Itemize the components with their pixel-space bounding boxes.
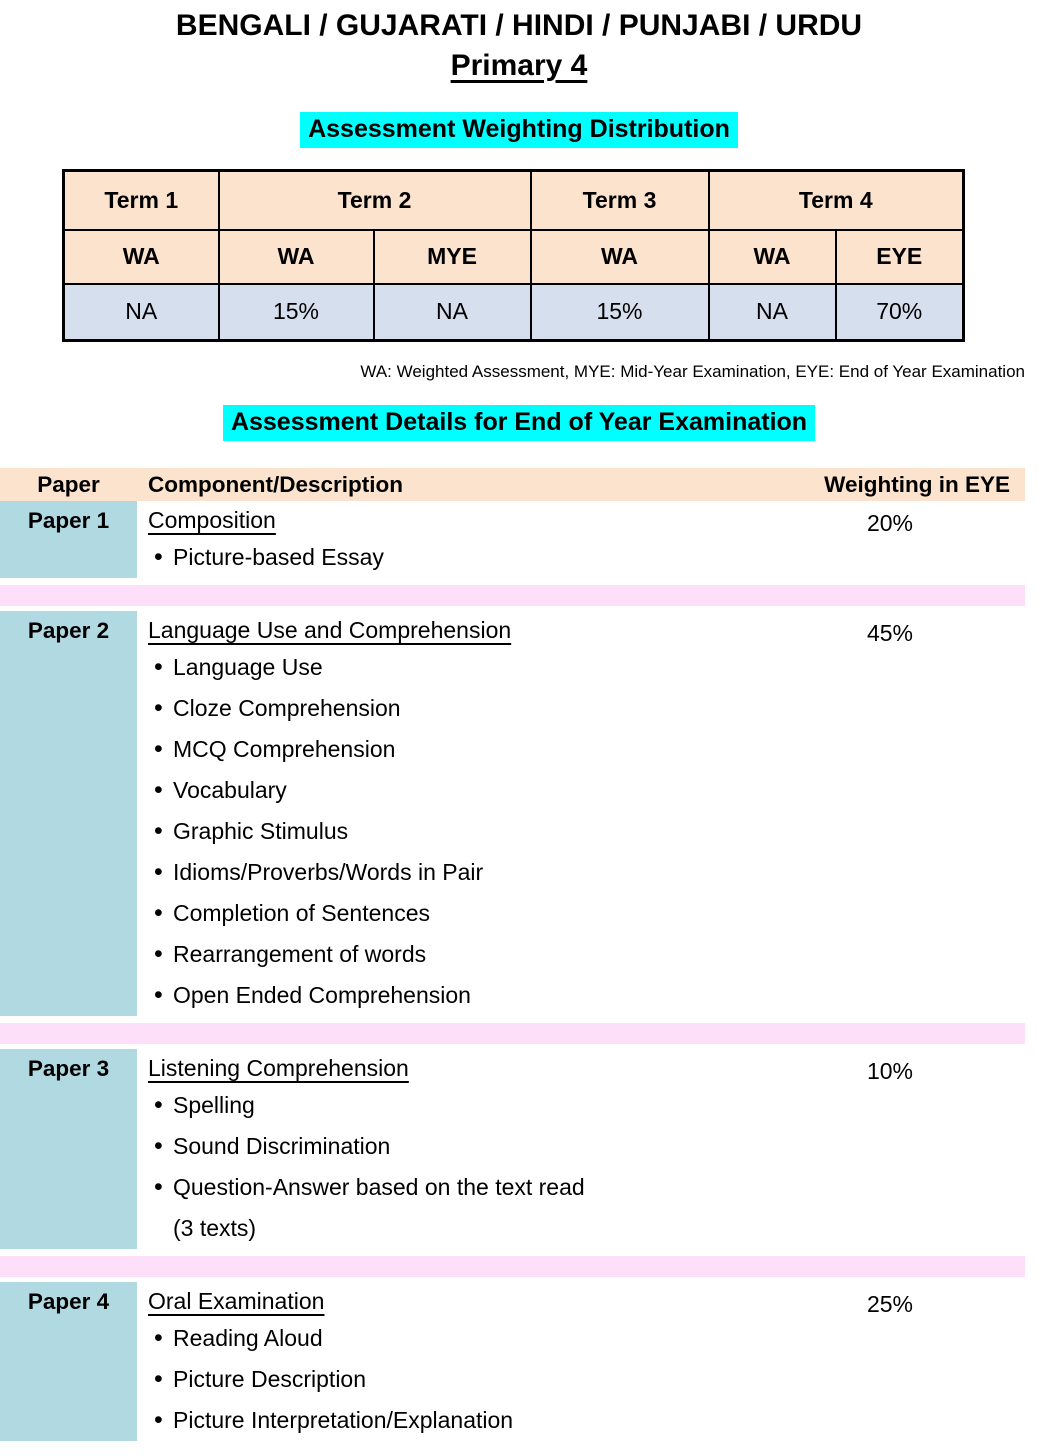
paper-4-content [148, 1282, 795, 1441]
paper-4-label: Paper 4 [0, 1282, 137, 1441]
value-cell-2: 15% [219, 284, 374, 341]
weighting-table [62, 169, 965, 342]
paper-2-label: Paper 2 [0, 611, 137, 1016]
paper-3-title: Listening Comprehension [148, 1055, 409, 1081]
value-row [64, 284, 964, 341]
paper-2-bullet-item: • Vocabulary [148, 770, 795, 811]
paper-4-bullet-item: • Reading Aloud [148, 1318, 795, 1359]
column-gap [137, 1282, 148, 1441]
paper-1-bullet-item: • Picture-based Essay [148, 537, 795, 578]
paper-2-bullet-item: • Rearrangement of words [148, 934, 795, 975]
paper-2-bullet-item: • Language Use [148, 647, 795, 688]
paper-2-section [0, 611, 1025, 1016]
paper-2-bullet-item: • Idioms/Proverbs/Words in Pair [148, 852, 795, 893]
paper-1-weighting: 20% [866, 510, 914, 536]
paper-3-bullet-item: • Question-Answer based on the text read [148, 1167, 795, 1208]
component-cell-wa-3: WA [531, 230, 709, 284]
term-4-cell: Term 4 [709, 171, 964, 230]
weighting-section-heading: Assessment Weighting Distribution [300, 112, 738, 148]
paper-1-section [0, 501, 1025, 578]
term-3-cell: Term 3 [531, 171, 709, 230]
section-separator [0, 585, 1025, 606]
column-header-component: Component/Description [148, 471, 404, 497]
paper-4-bullet-item: • Picture Interpretation/Explanation [148, 1400, 795, 1441]
term-1-cell: Term 1 [64, 171, 219, 230]
paper-4-weighting: 25% [866, 1291, 914, 1317]
value-cell-6: 70% [836, 284, 964, 341]
component-cell-mye: MYE [374, 230, 531, 284]
column-gap [137, 501, 148, 578]
paper-2-bullet-item: • Completion of Sentences [148, 893, 795, 934]
paper-2-bullet-item: • Open Ended Comprehension [148, 975, 795, 1016]
paper-3-label: Paper 3 [0, 1049, 137, 1249]
paper-4-title: Oral Examination [148, 1288, 325, 1314]
column-header-weighting: Weighting in EYE [824, 471, 1010, 497]
details-section-heading: Assessment Details for End of Year Examination [223, 405, 815, 441]
component-cell-wa-1: WA [64, 230, 219, 284]
details-heading-row [0, 405, 1038, 441]
paper-4-section [0, 1282, 1025, 1441]
section-separator [0, 1023, 1025, 1044]
column-gap [137, 611, 148, 1016]
document-title: BENGALI / GUJARATI / HINDI / PUNJABI / URDU [175, 9, 863, 42]
abbreviation-legend: WA: Weighted Assessment, MYE: Mid-Year Examination, EYE: End of Year Examination [360, 362, 1025, 381]
value-cell-3: NA [374, 284, 531, 341]
paper-2-bullet-item: • MCQ Comprehension [148, 729, 795, 770]
component-header-row [64, 230, 964, 284]
paper-2-title: Language Use and Comprehension [148, 617, 512, 643]
section-separator [0, 1256, 1025, 1277]
paper-3-weighting: 10% [866, 1058, 914, 1084]
value-cell-4: 15% [531, 284, 709, 341]
paper-2-bullet-item: • Cloze Comprehension [148, 688, 795, 729]
component-cell-wa-4: WA [709, 230, 836, 284]
document-subtitle-text: Primary 4 [450, 49, 588, 82]
value-cell-1: NA [64, 284, 219, 341]
term-header-row [64, 171, 964, 230]
paper-2-content [148, 611, 795, 1016]
paper-2-weighting: 45% [866, 620, 914, 646]
column-gap [137, 1049, 148, 1249]
column-header-paper: Paper [37, 471, 100, 497]
term-2-cell: Term 2 [219, 171, 531, 230]
paper-3-bullet-item: • Sound Discrimination [148, 1126, 795, 1167]
details-column-header [0, 468, 1025, 501]
weighting-heading-row [0, 112, 1038, 148]
paper-2-bullet-item: • Graphic Stimulus [148, 811, 795, 852]
paper-4-bullet-item: • Picture Description [148, 1359, 795, 1400]
paper-3-bullet-item: • Spelling [148, 1085, 795, 1126]
value-cell-5: NA [709, 284, 836, 341]
paper-1-title: Composition [148, 507, 276, 533]
paper-3-bullet-continuation: (3 texts) [173, 1215, 257, 1241]
paper-1-content [148, 501, 795, 578]
paper-3-section [0, 1049, 1025, 1249]
component-cell-eye: EYE [836, 230, 964, 284]
component-cell-wa-2: WA [219, 230, 374, 284]
paper-3-content [148, 1049, 795, 1249]
document-subtitle [0, 47, 1038, 85]
paper-1-label: Paper 1 [0, 501, 137, 578]
